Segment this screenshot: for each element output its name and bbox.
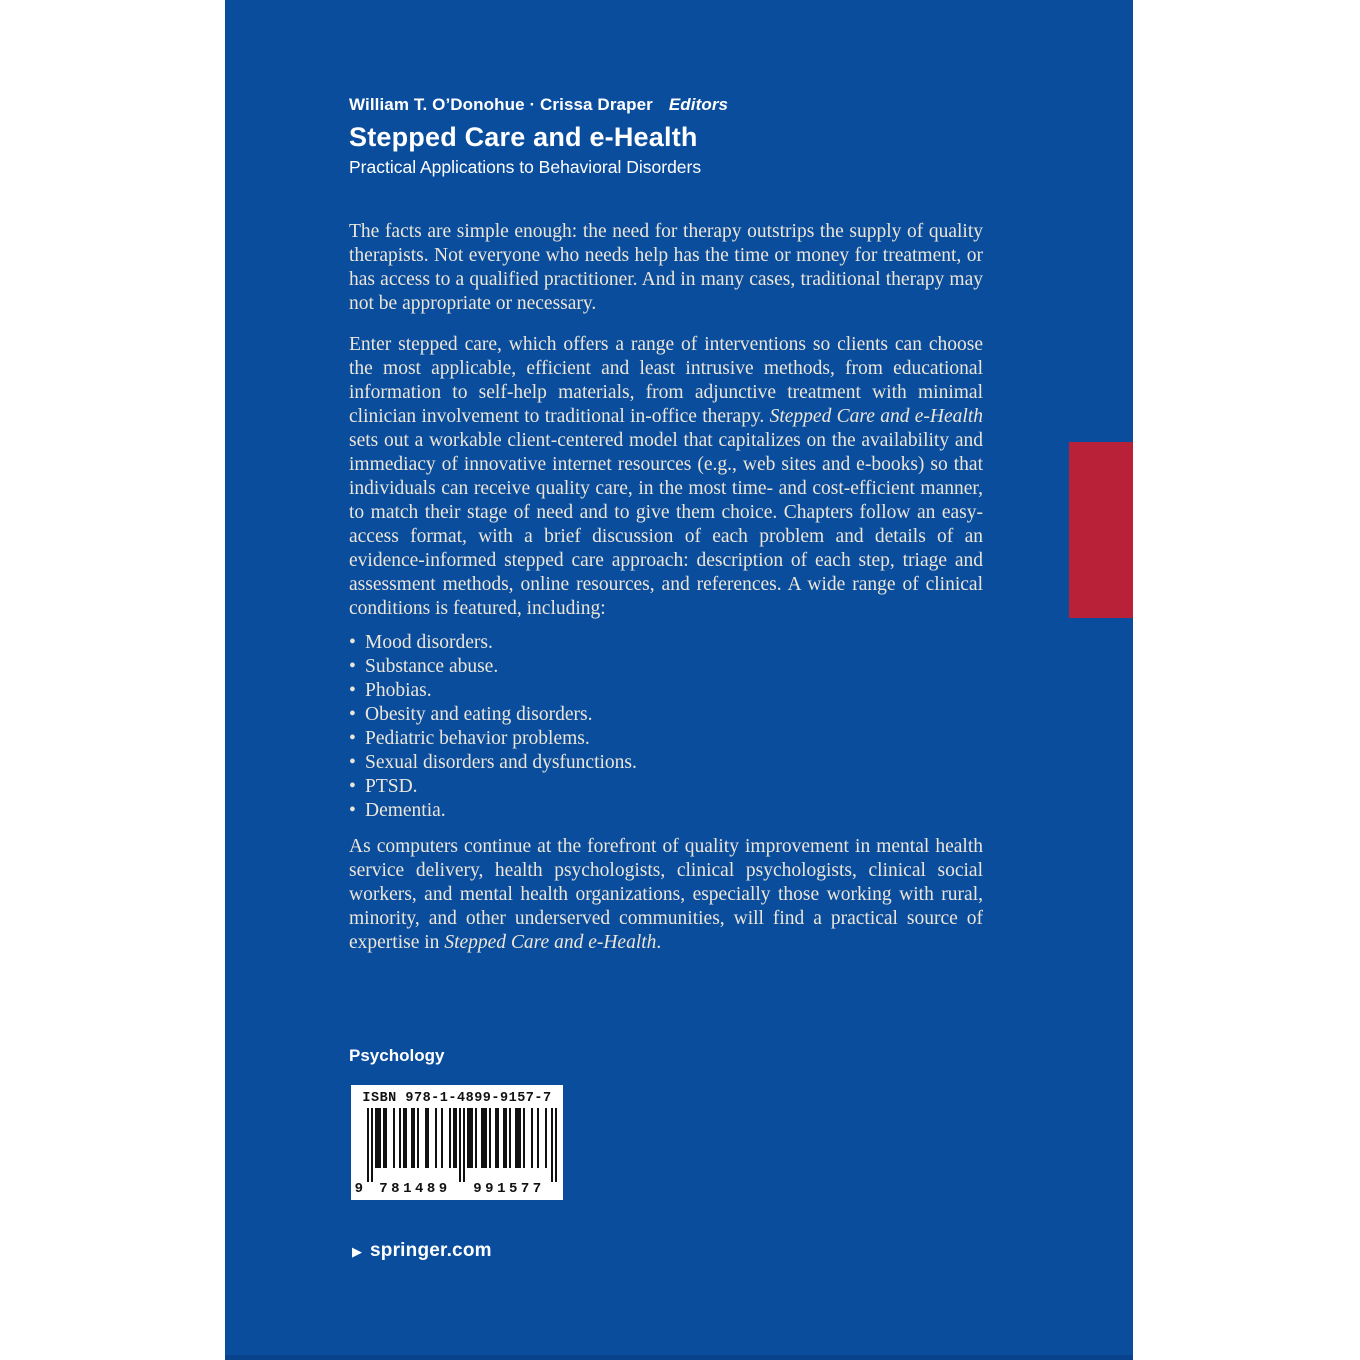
bullet-icon: •: [349, 704, 356, 726]
book-subtitle: Practical Applications to Behavioral Disorders: [349, 157, 702, 178]
synopsis: [349, 220, 983, 955]
book-back-cover: [225, 0, 1133, 1360]
cover-text-column: [349, 95, 983, 955]
list-item: [349, 655, 983, 679]
inline-book-title-italic: Stepped Care and e-Health: [444, 932, 657, 954]
list-item-label: Phobias.: [365, 680, 432, 702]
barcode-panel: [351, 1085, 563, 1200]
publisher-website-line: [352, 1240, 492, 1262]
bullet-icon: •: [349, 776, 356, 798]
editors-label: Editors: [668, 95, 729, 114]
book-title: Stepped Care and e-Health: [349, 122, 698, 152]
website-label: springer.com: [370, 1240, 492, 1261]
isbn-label: ISBN 978-1-4899-9157-7: [362, 1091, 552, 1106]
bullet-icon: •: [349, 752, 356, 774]
bullet-icon: •: [349, 728, 356, 750]
synopsis-paragraph-2: [349, 333, 983, 621]
paragraph-3-text: As computers continue at the forefront of quality improvement in mental health service delivery, health psychologists, clinical psychologists, clinical social workers, and mental health organizations, especially those working with rural, minority, and other underserved communities, will find a practical source of expertise in: [349, 836, 983, 954]
arrow-right-icon: ▶: [352, 1243, 362, 1259]
list-item-label: Substance abuse.: [365, 656, 499, 678]
list-item-label: Pediatric behavior problems.: [365, 728, 590, 750]
bullet-icon: •: [349, 656, 356, 678]
list-item-label: Dementia.: [365, 800, 446, 822]
authors-text: William T. O’Donohue · Crissa Draper: [349, 95, 653, 114]
list-item: [349, 631, 983, 655]
category-label: Psychology: [349, 1046, 445, 1065]
barcode-digits-right: 991577: [473, 1181, 545, 1196]
list-item: [349, 751, 983, 775]
list-item-label: PTSD.: [365, 776, 418, 798]
bullet-icon: •: [349, 800, 356, 822]
barcode-digit-left: 9: [354, 1181, 363, 1196]
barcode-bar-group: [367, 1108, 557, 1182]
author-line: [349, 95, 983, 115]
barcode-digits-mid: 781489: [379, 1181, 451, 1196]
bullet-icon: •: [349, 632, 356, 654]
list-item: [349, 727, 983, 751]
list-item: [349, 703, 983, 727]
red-index-tab: [1069, 442, 1133, 618]
list-item-label: Obesity and eating disorders.: [365, 704, 593, 726]
list-item: [349, 775, 983, 799]
paragraph-2-text-after: sets out a workable client-centered model that capitalizes on the availability and immediacy of innovative internet resources (e.g., web sites and e-books) so that individuals can receive quality care, in the most time- and cost-efficient manner, to match their stage of need and to give them choice. Chapters follow an easy-access format, with a brief discussion of each problem and details of an evidence-informed stepped care approach: description of each step, triage and assessment methods, online resources, and references. A wide range of clinical conditions is featured, including:: [349, 430, 983, 620]
inline-book-title-italic: Stepped Care and e-Health: [769, 406, 983, 428]
list-item-label: Sexual disorders and dysfunctions.: [365, 752, 637, 774]
synopsis-paragraph-1: The facts are simple enough: the need for therapy outstrips the supply of quality therapists. Not everyone who needs help has the time or money for treatment, or has access to a qualified practitioner. And in many cases, traditional therapy may not be appropriate or necessary.: [349, 221, 983, 315]
list-item: [349, 799, 983, 823]
paragraph-2-text: Enter stepped care, which offers a range of interventions so clients can choose the most applicable, efficient and least intrusive methods, from educational information to self-help materials, from adjunctive treatment with minimal clinician involvement to traditional in-office therapy.: [349, 334, 983, 428]
barcode-bars: [353, 1108, 561, 1196]
synopsis-paragraph-3: [349, 835, 983, 955]
bullet-icon: •: [349, 680, 356, 702]
list-item-label: Mood disorders.: [365, 632, 493, 654]
paragraph-3-text-after: .: [656, 932, 662, 954]
cover-bottom-edge: [225, 1355, 1133, 1360]
bullet-list: [349, 631, 983, 823]
list-item: [349, 679, 983, 703]
